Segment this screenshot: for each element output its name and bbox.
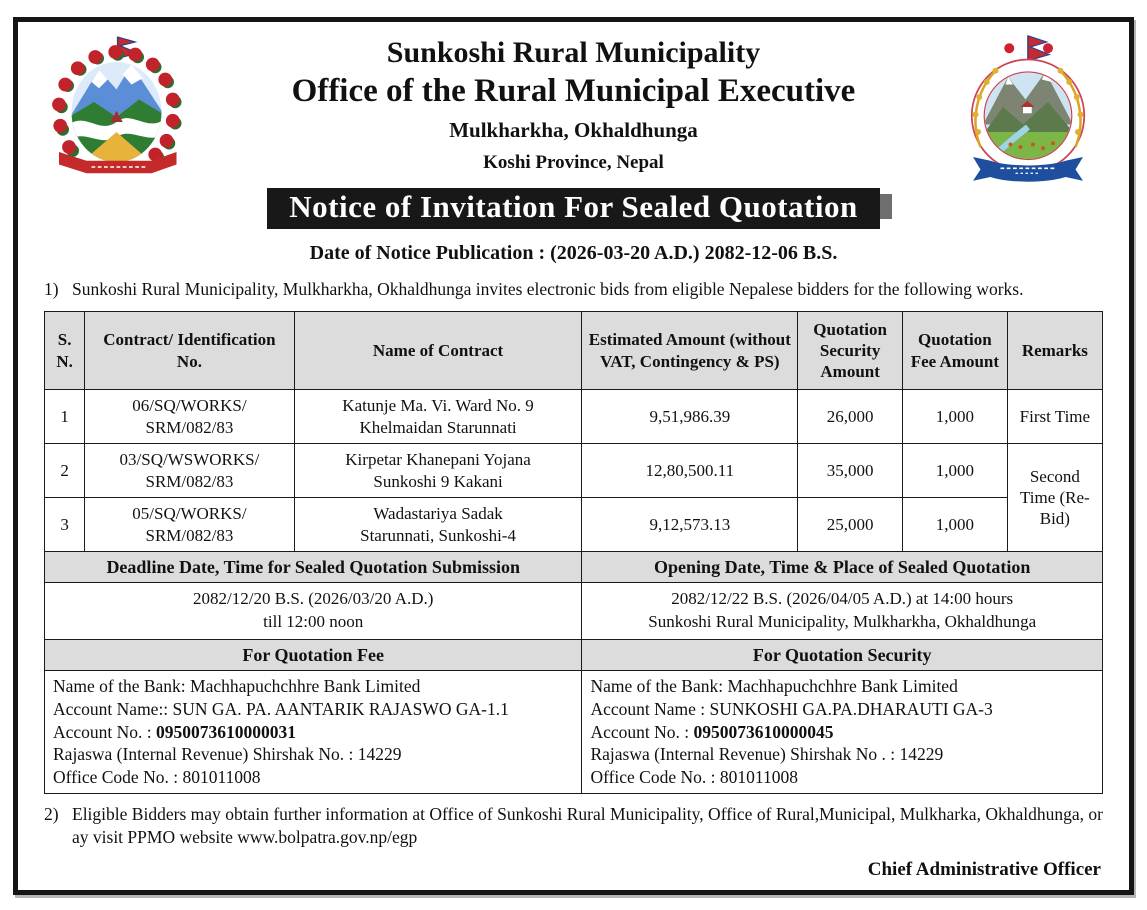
cell-contract-id: 03/SQ/WSWORKS/ SRM/082/83 [85, 444, 294, 498]
table-header-row [45, 312, 1103, 390]
quotation-fee-header: For Quotation Fee [45, 640, 582, 671]
fee-account-no-line: Account No. : 0950073610000031 [53, 721, 297, 742]
security-bank-name: Name of the Bank: Machhapuchchhre Bank Limited [590, 676, 958, 697]
municipality-seal-icon [953, 32, 1103, 182]
cell-fee: 1,000 [903, 498, 1008, 552]
cell-contract-name: Wadastariya Sadak Starunnati, Sunkoshi-4 [294, 498, 582, 552]
opening-value: 2082/12/22 B.S. (2026/04/05 A.D.) at 14:00 hours Sunkoshi Rural Municipality, Mulkharkha, Okhaldhunga [582, 583, 1103, 640]
fee-account-name: Account Name:: SUN GA. PA. AANTARIK RAJASWO GA-1.1 [53, 698, 509, 719]
org-subtitle: Office of the Rural Municipal Executive [291, 72, 856, 109]
header [44, 32, 1103, 182]
cell-estimated: 9,51,986.39 [582, 390, 798, 444]
notice-page [13, 17, 1134, 895]
security-office-code-line: Office Code No. : 801011008 [590, 767, 798, 788]
submission-deadline-value: 2082/12/20 B.S. (2026/03/20 A.D.) till 12:00 noon [45, 583, 582, 640]
intro-paragraph [44, 278, 1103, 301]
cell-sn: 1 [45, 390, 85, 444]
cell-remarks-merged: Second Time (Re-Bid) [1007, 444, 1102, 552]
bank-details-row [45, 671, 1103, 794]
opening-header: Opening Date, Time & Place of Sealed Quotation [582, 552, 1103, 583]
footer-paragraph [44, 803, 1103, 849]
intro-text: Sunkoshi Rural Municipality, Mulkharkha, Okhaldhunga invites electronic bids from eligible Nepalese bidders for the following works. [72, 279, 1024, 299]
cell-contract-id: 06/SQ/WORKS/ SRM/082/83 [85, 390, 294, 444]
nepal-emblem-logo [44, 32, 194, 182]
submission-deadline-header: Deadline Date, Time for Sealed Quotation Submission [45, 552, 582, 583]
fee-revenue-line: Rajaswa (Internal Revenue) Shirshak No. : 14229 [53, 744, 402, 765]
cell-fee: 1,000 [903, 390, 1008, 444]
org-province: Koshi Province, Nepal [483, 152, 664, 174]
signature-title: Chief Administrative Officer [867, 859, 1101, 881]
security-account-name: Account Name : SUNKOSHI GA.PA.DHARAUTI GA-3 [590, 698, 993, 719]
cell-estimated: 12,80,500.11 [582, 444, 798, 498]
security-bank-details [582, 671, 1103, 794]
cell-remarks: First Time [1007, 390, 1102, 444]
col-header-estimated: Estimated Amount (without VAT, Contingency & PS) [582, 312, 798, 390]
org-address: Mulkharkha, Okhaldhunga [449, 118, 698, 143]
col-header-sn: S. N. [45, 312, 85, 390]
intro-number: 1) [44, 279, 59, 299]
fee-bank-details [45, 671, 582, 794]
fee-bank-name: Name of the Bank: Machhapuchchhre Bank Limited [53, 676, 421, 697]
cell-contract-name: Kirpetar Khanepani Yojana Sunkoshi 9 Kakani [294, 444, 582, 498]
cell-security: 25,000 [798, 498, 903, 552]
bank-header-row [45, 640, 1103, 671]
cell-estimated: 9,12,573.13 [582, 498, 798, 552]
quotation-security-header: For Quotation Security [582, 640, 1103, 671]
table-row [45, 498, 1103, 552]
municipality-seal-logo [953, 32, 1103, 182]
cell-security: 26,000 [798, 390, 903, 444]
col-header-contract-id: Contract/ Identification No. [85, 312, 294, 390]
table-row [45, 444, 1103, 498]
security-revenue-line: Rajaswa (Internal Revenue) Shirshak No . : 14229 [590, 744, 944, 765]
footer-number: 2) [44, 803, 59, 824]
nepal-emblem-icon [44, 32, 194, 182]
cell-security: 35,000 [798, 444, 903, 498]
security-account-no: 0950073610000045 [693, 721, 834, 742]
banner-row [44, 188, 1103, 229]
notice-title-banner: Notice of Invitation For Sealed Quotation [267, 188, 879, 229]
works-table [44, 311, 1103, 794]
cell-contract-name: Katunje Ma. Vi. Ward No. 9 Khelmaidan Starunnati [294, 390, 582, 444]
col-header-name: Name of Contract [294, 312, 582, 390]
col-header-security: Quotation Security Amount [798, 312, 903, 390]
security-account-no-line: Account No. : 0950073610000045 [590, 721, 834, 742]
fee-office-code-line: Office Code No. : 801011008 [53, 767, 261, 788]
cell-fee: 1,000 [903, 444, 1008, 498]
deadline-data-row [45, 583, 1103, 640]
cell-contract-id: 05/SQ/WORKS/ SRM/082/83 [85, 498, 294, 552]
publication-date: Date of Notice Publication : (2026-03-20 A.D.) 2082-12-06 B.S. [309, 242, 838, 264]
table-row [45, 390, 1103, 444]
org-title: Sunkoshi Rural Municipality [386, 36, 761, 69]
footer-text: Eligible Bidders may obtain further information at Office of Sunkoshi Rural Municipality, Office of Rural,Municipal, Mulkharka, Okhaldhunga, or ay visit PPMO website www.bolpatra.gov.np/egp [72, 803, 1103, 847]
header-text [194, 32, 953, 174]
col-header-remarks: Remarks [1007, 312, 1102, 390]
deadline-header-row [45, 552, 1103, 583]
fee-account-no: 0950073610000031 [156, 721, 297, 742]
cell-sn: 2 [45, 444, 85, 498]
col-header-fee: Quotation Fee Amount [903, 312, 1008, 390]
cell-sn: 3 [45, 498, 85, 552]
